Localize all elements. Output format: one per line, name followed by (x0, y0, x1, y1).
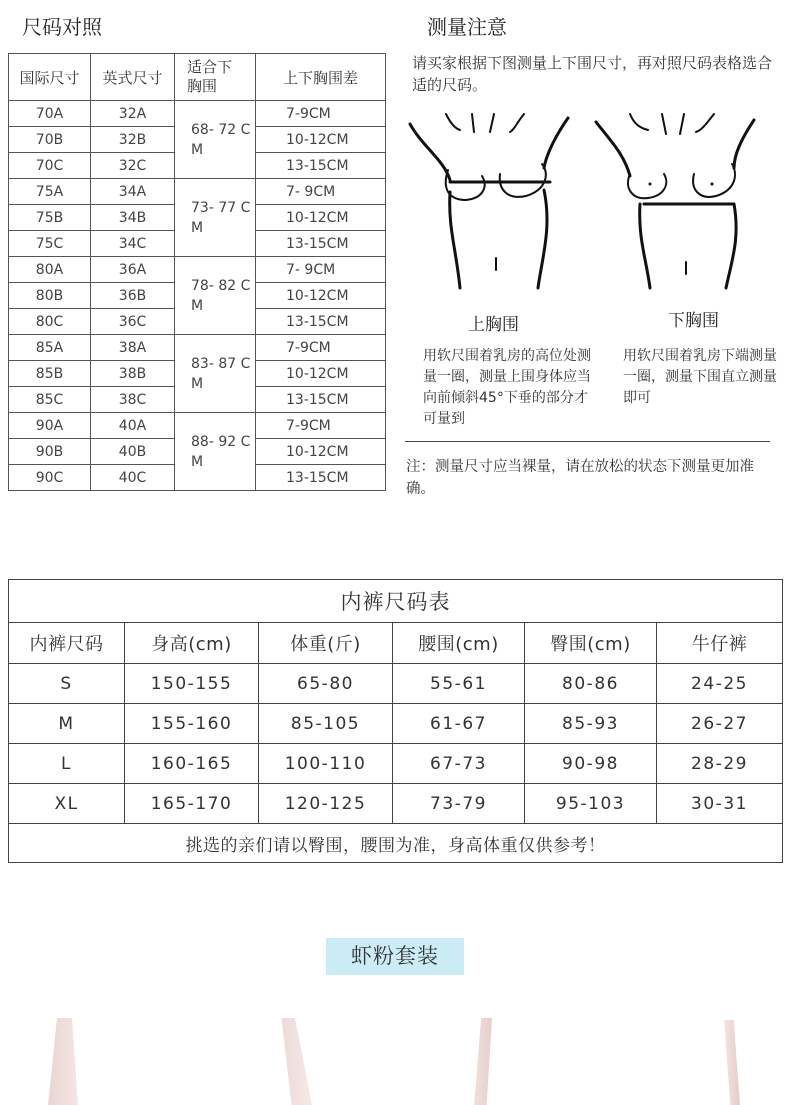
panties-size-table (8, 579, 783, 863)
uk-size-cell: 40B (91, 439, 175, 465)
underbust-range-cell: 88- 92 CM (175, 413, 256, 491)
uk-size-cell: 32C (91, 153, 175, 179)
measure-title: 测量注意 (427, 15, 507, 39)
bust-difference-cell: 10-12CM (256, 439, 386, 465)
table-cell: XL (9, 784, 125, 824)
header-underbust: 适合下胸围 (175, 54, 256, 101)
uk-size-cell: 36C (91, 309, 175, 335)
table-cell: M (9, 704, 125, 744)
header-uk: 英式尺寸 (91, 54, 175, 101)
uk-size-cell: 38A (91, 335, 175, 361)
column-header: 体重(斤) (259, 623, 393, 664)
table-row (9, 664, 783, 704)
table-row (9, 704, 783, 744)
international-size-cell: 90B (9, 439, 91, 465)
bust-difference-cell: 13-15CM (256, 465, 386, 491)
international-size-cell: 75B (9, 205, 91, 231)
header-difference: 上下胸围差 (256, 54, 386, 101)
uk-size-cell: 36A (91, 257, 175, 283)
table-row (9, 101, 386, 127)
table-cell: 55-61 (393, 664, 525, 704)
table-cell: S (9, 664, 125, 704)
uk-size-cell: 34C (91, 231, 175, 257)
international-size-cell: 85B (9, 361, 91, 387)
uk-size-cell: 32B (91, 127, 175, 153)
table-row (9, 784, 783, 824)
international-size-cell: 90C (9, 465, 91, 491)
table-cell: 80-86 (525, 664, 657, 704)
uk-size-cell: 38B (91, 361, 175, 387)
measure-note: 注：测量尺寸应当裸量，请在放松的状态下测量更加准确。 (406, 459, 754, 497)
underbust-range-cell: 83- 87 CM (175, 335, 256, 413)
bust-difference-cell: 7- 9CM (256, 179, 386, 205)
underbust-range-cell: 73- 77 CM (175, 179, 256, 257)
table-cell: 155-160 (125, 704, 259, 744)
table-cell: 100-110 (259, 744, 393, 784)
uk-size-cell: 40A (91, 413, 175, 439)
table-row (9, 257, 386, 283)
upper-bust-figure (404, 108, 574, 293)
table-cell: 61-67 (393, 704, 525, 744)
bust-difference-cell: 13-15CM (256, 309, 386, 335)
table-cell: 85-105 (259, 704, 393, 744)
bust-difference-cell: 7- 9CM (256, 257, 386, 283)
column-header: 牛仔裤 (657, 623, 783, 664)
bust-difference-cell: 7-9CM (256, 101, 386, 127)
table-cell: 24-25 (657, 664, 783, 704)
bust-difference-cell: 13-15CM (256, 387, 386, 413)
product-strap-image (474, 1018, 492, 1105)
international-size-cell: 70C (9, 153, 91, 179)
header-international: 国际尺寸 (9, 54, 91, 101)
table-cell: 120-125 (259, 784, 393, 824)
table-cell: 65-80 (259, 664, 393, 704)
table-cell: 160-165 (125, 744, 259, 784)
column-header: 身高(cm) (125, 623, 259, 664)
table-cell: 73-79 (393, 784, 525, 824)
panties-table-title: 内裤尺码表 (9, 580, 783, 623)
bust-difference-cell: 10-12CM (256, 127, 386, 153)
table-cell: 28-29 (657, 744, 783, 784)
international-size-cell: 80B (9, 283, 91, 309)
table-cell: 26-27 (657, 704, 783, 744)
table-row (9, 744, 783, 784)
international-size-cell: 90A (9, 413, 91, 439)
table-cell: 90-98 (525, 744, 657, 784)
color-set-banner: 虾粉套装 (326, 938, 464, 975)
column-header: 内裤尺码 (9, 623, 125, 664)
bust-difference-cell: 10-12CM (256, 205, 386, 231)
table-cell: 95-103 (525, 784, 657, 824)
international-size-cell: 70A (9, 101, 91, 127)
table-cell: 150-155 (125, 664, 259, 704)
uk-size-cell: 38C (91, 387, 175, 413)
international-size-cell: 75C (9, 231, 91, 257)
measure-intro: 请买家根据下图测量上下围尺寸，再对照尺码表格选合适的尺码。 (412, 54, 773, 94)
upper-bust-label: 上胸围 (468, 315, 519, 335)
upper-bust-description: 用软尺围着乳房的高位处测量一圈，测量上围身体应当向前倾斜45°下垂的部分才可量到 (423, 348, 591, 427)
product-strap-image (48, 1018, 78, 1105)
international-size-cell: 85C (9, 387, 91, 413)
uk-size-cell: 32A (91, 101, 175, 127)
divider (405, 441, 770, 442)
table-cell: L (9, 744, 125, 784)
uk-size-cell: 34A (91, 179, 175, 205)
bra-size-table (8, 53, 386, 491)
product-strap-image (278, 1018, 312, 1105)
table-cell: 165-170 (125, 784, 259, 824)
bust-difference-cell: 7-9CM (256, 413, 386, 439)
table-cell: 67-73 (393, 744, 525, 784)
bust-difference-cell: 13-15CM (256, 153, 386, 179)
table-row (9, 179, 386, 205)
international-size-cell: 70B (9, 127, 91, 153)
panties-table-footer: 挑选的亲们请以臀围，腰围为准，身高体重仅供参考！ (9, 824, 783, 863)
bust-difference-cell: 13-15CM (256, 231, 386, 257)
table-row (9, 335, 386, 361)
international-size-cell: 85A (9, 335, 91, 361)
underbust-range-cell: 78- 82 CM (175, 257, 256, 335)
table-cell: 30-31 (657, 784, 783, 824)
underbust-range-cell: 68- 72 CM (175, 101, 256, 179)
uk-size-cell: 40C (91, 465, 175, 491)
under-bust-label: 下胸围 (668, 311, 719, 331)
under-bust-figure (590, 108, 760, 293)
size-chart-title: 尺码对照 (22, 15, 102, 39)
table-cell: 85-93 (525, 704, 657, 744)
table-row (9, 413, 386, 439)
international-size-cell: 80C (9, 309, 91, 335)
uk-size-cell: 34B (91, 205, 175, 231)
column-header: 腰围(cm) (393, 623, 525, 664)
uk-size-cell: 36B (91, 283, 175, 309)
column-header: 臀围(cm) (525, 623, 657, 664)
product-strap-image (724, 1020, 740, 1105)
bust-difference-cell: 10-12CM (256, 283, 386, 309)
under-bust-description: 用软尺围着乳房下端测量一圈，测量下围直立测量即可 (623, 348, 777, 406)
international-size-cell: 80A (9, 257, 91, 283)
bust-difference-cell: 7-9CM (256, 335, 386, 361)
bust-difference-cell: 10-12CM (256, 361, 386, 387)
international-size-cell: 75A (9, 179, 91, 205)
